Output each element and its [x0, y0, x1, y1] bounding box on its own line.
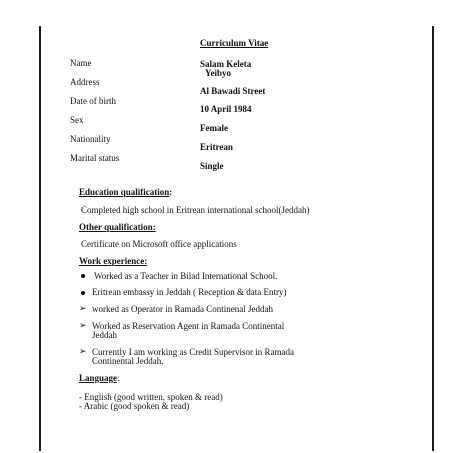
label-sex: Sex [70, 115, 84, 125]
work-item-5-line2: Continental Jeddah. [92, 356, 164, 366]
other-qualification-heading: Other qualification: [79, 222, 156, 232]
work-experience-heading: Work experience: [79, 256, 148, 266]
left-border-line [39, 26, 41, 451]
education-heading-colon: : [169, 187, 173, 197]
education-text: Completed high school in Eritrean international school(Jeddah) [81, 205, 310, 215]
bullet-dot [81, 291, 85, 295]
work-item-3: worked as Operator in Ramada Continenal Jeddah [92, 304, 273, 314]
arrow-bullet-icon: ➢ [79, 347, 87, 357]
work-item-4-line1: Worked as Reservation Agent in Ramada Continental [92, 321, 285, 331]
language-heading-text: Language [79, 373, 118, 383]
label-address: Address [70, 77, 100, 87]
label-nationality: Nationality [70, 134, 111, 144]
value-name-line1: Salam Keleta [200, 59, 252, 69]
bullet-dot [81, 274, 85, 278]
language-item-arabic: - Arabic (good spoken & read) [79, 401, 190, 411]
language-heading [79, 373, 120, 383]
education-heading [79, 187, 172, 197]
label-name: Name [70, 58, 92, 68]
value-date-of-birth: 10 April 1984 [200, 104, 252, 114]
value-address: Al Bawadi Street [200, 86, 266, 96]
value-name-line2: Yeibyo [205, 68, 232, 78]
other-qualification-text: Certificate on Microsoft office applications [81, 239, 237, 249]
value-marital-status: Single [200, 161, 224, 171]
education-heading-text: Education qualification [79, 187, 170, 197]
value-nationality: Eritrean [200, 142, 233, 152]
document-title: Curriculum Vitae [200, 38, 269, 48]
language-item-english: - English (good written, spoken & read) [79, 392, 223, 402]
work-item-1: Worked as a Teacher in Bilad International School. [94, 271, 278, 281]
language-heading-colon: : [117, 373, 120, 383]
label-marital-status: Marital status [70, 153, 120, 163]
work-item-5-line1: Currently I am working as Credit Supervisor in Ramada [92, 347, 294, 357]
work-item-2: Eritrean embassy in Jeddah ( Reception & data Entry) [92, 287, 287, 297]
arrow-bullet-icon: ➢ [79, 321, 87, 331]
work-item-4-line2: Jeddah [92, 330, 117, 340]
label-date-of-birth: Date of birth [70, 96, 116, 106]
arrow-bullet-icon: ➢ [79, 304, 87, 314]
value-sex: Female [200, 123, 228, 133]
right-border-line [432, 26, 434, 451]
